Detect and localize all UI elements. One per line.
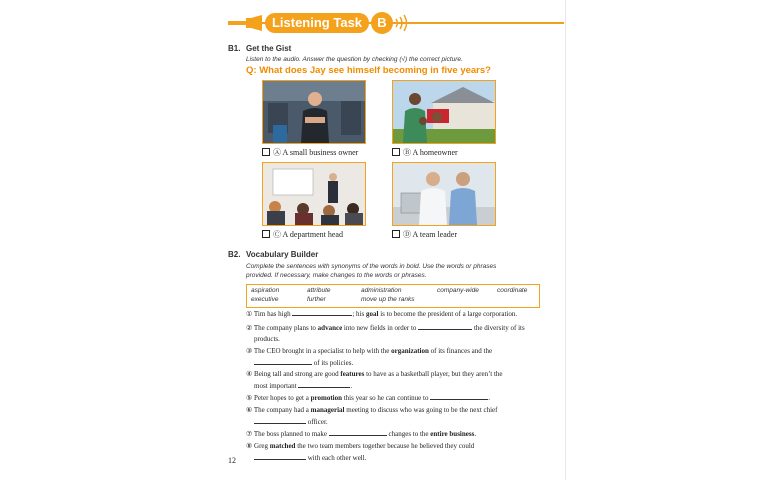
item-text: is to become the president of a large corporation.	[378, 310, 518, 318]
b2-number: B2.	[228, 250, 241, 259]
checkbox-a[interactable]	[262, 148, 270, 156]
exercise-item-1	[246, 308, 546, 320]
item-number: ②	[246, 324, 253, 332]
bold-keyword: advance	[317, 324, 343, 332]
bold-keyword: features	[340, 370, 365, 378]
word-bank-item: company-wide	[437, 287, 479, 294]
item-text: Peter hopes to get a	[252, 394, 311, 402]
item-text: .	[474, 430, 477, 438]
exercise-item-2	[246, 322, 546, 345]
item-text: products.	[254, 335, 280, 343]
page-edge	[565, 0, 566, 480]
item-text: most important	[254, 382, 299, 390]
exercise-item-6	[246, 405, 546, 428]
item-text: of its finances and the	[428, 347, 493, 355]
bold-keyword: managerial	[310, 406, 345, 414]
word-bank-item: further	[307, 296, 326, 303]
option-b[interactable]	[392, 147, 458, 158]
option-b-label: Ⓑ A homeowner	[403, 148, 458, 157]
b1-number: B1.	[228, 44, 241, 53]
word-bank-item: administration	[361, 287, 402, 294]
answer-blank[interactable]	[430, 392, 488, 400]
word-bank	[246, 284, 540, 308]
item-text: The boss planned to make	[252, 430, 329, 438]
bold-keyword: promotion	[310, 394, 342, 402]
picture-homeowner	[392, 80, 496, 144]
bold-keyword: goal	[365, 310, 379, 318]
item-number: ⑤	[246, 394, 253, 402]
item-text: .	[488, 394, 490, 402]
item-text: the two team members together because he believed they could	[295, 442, 475, 450]
page-number: 12	[228, 456, 236, 465]
item-text: of its policies.	[312, 359, 354, 367]
item-number: ⑥	[246, 406, 253, 414]
exercise-item-5	[246, 392, 546, 404]
bold-keyword: matched	[269, 442, 296, 450]
word-bank-item: aspiration	[251, 287, 280, 294]
checkbox-c[interactable]	[262, 230, 270, 238]
item-number: ③	[246, 347, 253, 355]
answer-blank[interactable]	[329, 428, 387, 436]
item-text: .	[350, 382, 353, 390]
b2-title: Vocabulary Builder	[246, 250, 319, 259]
item-text: The CEO brought in a specialist to help with the	[252, 347, 392, 355]
picture-department-head	[262, 162, 366, 226]
header-banner	[265, 13, 369, 33]
speaker-icon	[228, 15, 262, 31]
item-text: Greg	[252, 442, 270, 450]
b1-question: Q: What does Jay see himself becoming in five years?	[246, 65, 491, 76]
exercise-item-8	[246, 441, 546, 464]
bold-keyword: organization	[391, 347, 429, 355]
item-text: changes to the	[386, 430, 431, 438]
item-text: Tim has high	[252, 310, 293, 318]
picture-small-business-owner	[262, 80, 366, 144]
exercise-item-3	[246, 346, 546, 369]
item-number: ⑦	[246, 430, 253, 438]
item-number: ①	[246, 310, 253, 318]
sound-waves-icon	[394, 14, 408, 32]
exercise-item-4	[246, 369, 546, 392]
b1-instruction: Listen to the audio. Answer the question by checking (√) the correct picture.	[246, 56, 463, 63]
word-bank-item: attribute	[307, 287, 331, 294]
option-c-label: Ⓒ A department head	[273, 230, 343, 239]
b2-instruction-line1: Complete the sentences with synonyms of the words in bold. Use the words or phrases	[246, 263, 497, 270]
answer-blank[interactable]	[254, 452, 306, 460]
answer-blank[interactable]	[418, 322, 472, 330]
checkbox-b[interactable]	[392, 148, 400, 156]
item-text: The company had a	[252, 406, 311, 414]
answer-blank[interactable]	[292, 308, 352, 316]
option-c[interactable]	[262, 229, 343, 240]
item-text: the diversity of its	[472, 324, 525, 332]
exercise-item-7	[246, 428, 546, 440]
checkbox-d[interactable]	[392, 230, 400, 238]
item-text: Being tall and strong are good	[252, 370, 341, 378]
option-a[interactable]	[262, 147, 358, 158]
option-d-label: Ⓓ A team leader	[403, 230, 457, 239]
item-text: ; his	[352, 310, 366, 318]
section-title: Listening Task	[271, 15, 363, 30]
b2-instruction-line2: provided. If necessary, make changes to the words or phrases.	[246, 272, 427, 279]
word-bank-item: coordinate	[497, 287, 528, 294]
answer-blank[interactable]	[254, 416, 306, 424]
item-text: officer.	[306, 418, 328, 426]
answer-blank[interactable]	[298, 380, 353, 390]
section-letter-badge: B	[371, 12, 393, 34]
word-bank-item: executive	[251, 296, 279, 303]
item-number: ④	[246, 370, 253, 378]
item-text: into new fields in order to	[342, 324, 419, 332]
bold-keyword: entire business	[430, 430, 475, 438]
item-text: to have as a basketball player, but they aren’t the	[364, 370, 503, 378]
b1-title: Get the Gist	[246, 44, 292, 53]
item-text: meeting to discuss who was going to be the next chief	[344, 406, 498, 414]
item-text: The company plans to	[252, 324, 318, 332]
word-bank-item: move up the ranks	[361, 296, 415, 303]
picture-team-leader	[392, 162, 496, 226]
answer-blank[interactable]	[254, 357, 312, 365]
option-d[interactable]	[392, 229, 457, 240]
item-text: with each other well.	[306, 454, 367, 462]
item-text: this year so he can continue to	[341, 394, 431, 402]
item-number: ⑧	[246, 442, 253, 450]
option-a-label: Ⓐ A small business owner	[273, 148, 359, 157]
